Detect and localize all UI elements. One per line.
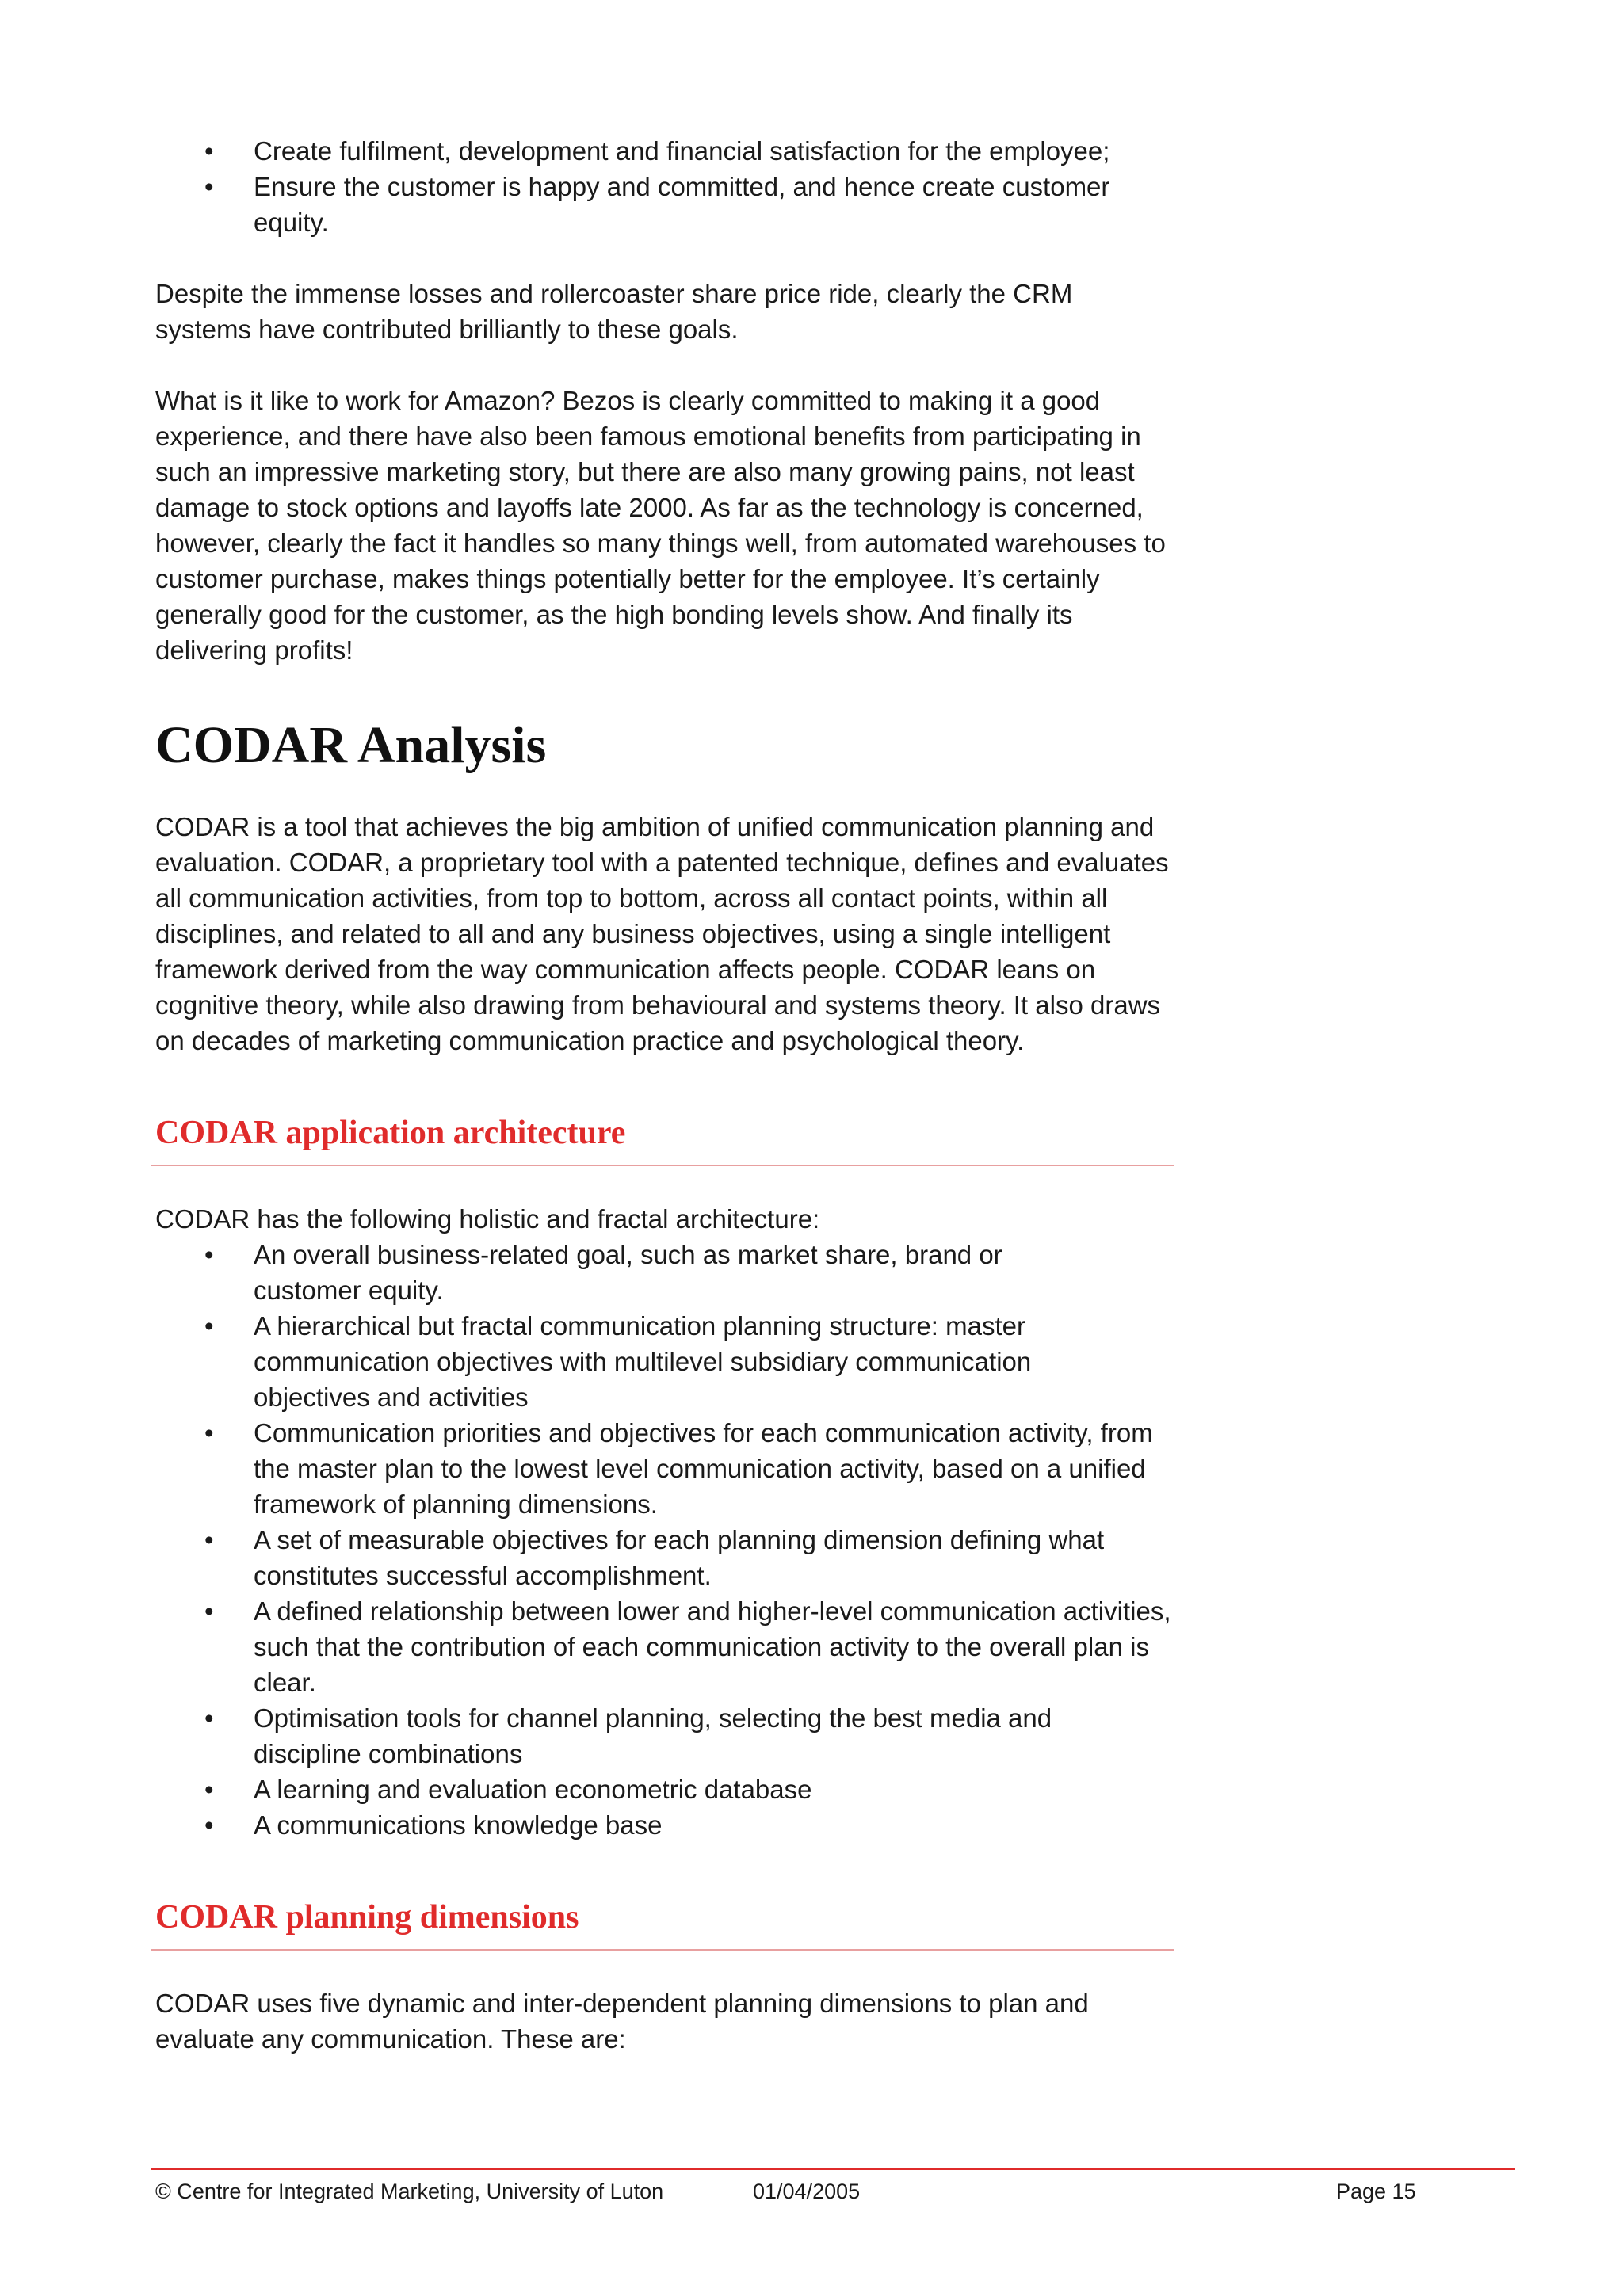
- footer-page-number: Page 15: [1336, 2180, 1416, 2203]
- list-item: • A defined relationship between lower and higher-level communication activities, such that the contribution of each communication activity to the overall plan is clear.: [254, 1593, 1178, 1700]
- paragraph: CODAR uses five dynamic and inter-dependent planning dimensions to plan and evaluate any communication. These are:: [155, 1989, 1089, 2054]
- footer-date: 01/04/2005: [753, 2180, 861, 2203]
- footer-divider: [151, 2168, 1515, 2170]
- list-item: • A communications knowledge base: [254, 1807, 1178, 1843]
- section-heading-codar-analysis: CODAR Analysis: [155, 716, 547, 774]
- page-content: [155, 133, 1178, 2057]
- architecture-bullet-list: [155, 1237, 1178, 1843]
- paragraph: What is it like to work for Amazon? Bezos is clearly committed to making it a good experience, and there have also been famous emotional benefits from participating in such an impressive marketing story, but there are also many growing pains, not least damage to stock options and layoffs late 2000. As far as the technology is concerned, however, clearly the fact it handles so many things well, from automated warehouses to customer purchase, makes things potentially better for the employee. It’s certainly generally good for the customer, as the high bonding levels show. And finally its delivering profits!: [155, 386, 1166, 665]
- paragraph: CODAR has the following holistic and fractal architecture:: [155, 1204, 820, 1234]
- list-item: • Ensure the customer is happy and committed, and hence create customer equity.: [254, 169, 1165, 240]
- list-item: • A learning and evaluation econometric database: [254, 1772, 1178, 1807]
- paragraph: Despite the immense losses and rollercoaster share price ride, clearly the CRM systems have contributed brilliantly to these goals.: [155, 279, 1073, 344]
- list-item: • A hierarchical but fractal communication planning structure: master communication objectives with multilevel subsidiary communication objectives and activities: [254, 1308, 1133, 1415]
- list-item: • Communication priorities and objectives for each communication activity, from the master plan to the lowest level communication activity, based on a unified framework of planning dimensions.: [254, 1415, 1178, 1522]
- footer-copyright: © Centre for Integrated Marketing, University of Luton: [155, 2180, 664, 2203]
- subsection-heading-architecture: CODAR application architecture: [151, 1111, 1174, 1166]
- list-item: • Optimisation tools for channel planning, selecting the best media and discipline combinations: [254, 1700, 1125, 1772]
- paragraph: CODAR is a tool that achieves the big ambition of unified communication planning and evaluation. CODAR, a proprietary tool with a patented technique, defines and evaluates all communication activities, from top to bottom, across all contact points, within all disciplines, and related to all and any business objectives, using a single intelligent framework derived from the way communication affects people. CODAR leans on cognitive theory, while also drawing from behavioural and systems theory. It also draws on decades of marketing communication practice and psychological theory.: [155, 812, 1169, 1055]
- top-bullet-list: [155, 133, 1178, 240]
- list-item: • A set of measurable objectives for each planning dimension defining what constitutes successful accomplishment.: [254, 1522, 1157, 1593]
- list-item: • Create fulfilment, development and financial satisfaction for the employee;: [254, 133, 1178, 169]
- list-item: • An overall business-related goal, such as market share, brand or customer equity.: [254, 1237, 1078, 1308]
- subsection-heading-planning-dimensions: CODAR planning dimensions: [151, 1895, 1174, 1951]
